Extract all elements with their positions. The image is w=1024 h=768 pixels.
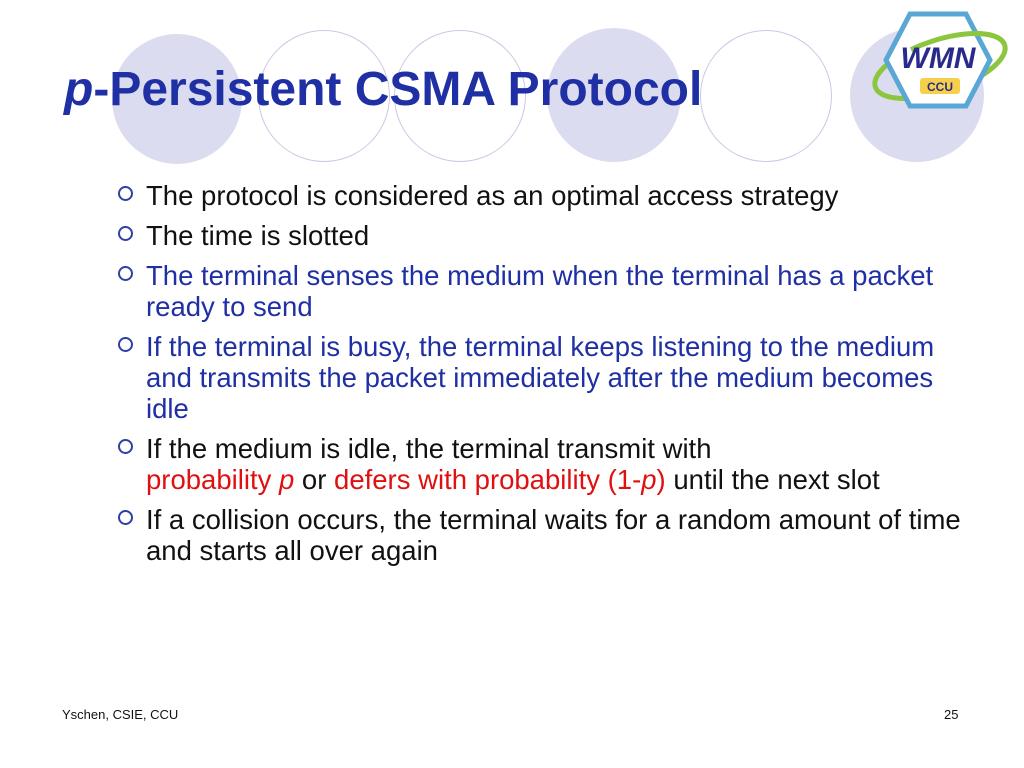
bullet-item (116, 433, 976, 495)
bullet-text: If the medium is idle, the terminal transmit with (146, 433, 712, 464)
wmn-logo (862, 8, 1012, 118)
bullet-text: If a collision occurs, the terminal waits for a random amount of time and starts all over again (146, 504, 961, 566)
bullet-circle-icon (118, 510, 133, 525)
bullet-item (116, 220, 976, 251)
bullet-item (116, 180, 976, 211)
title-text: -Persistent CSMA Protocol (93, 63, 703, 116)
defers-text: defers with probability (1- (334, 464, 642, 495)
p-variable: p (641, 464, 657, 495)
logo-main-text: WMN (900, 42, 976, 75)
decor-circle-5 (700, 30, 832, 162)
bullet-circle-icon (118, 186, 133, 201)
logo-sub-text: CCU (927, 80, 953, 94)
bullet-item (116, 504, 976, 566)
title-p-variable: p (64, 63, 94, 116)
bullet-item (116, 331, 976, 424)
close-paren: ) (656, 464, 666, 495)
footer-author: Yschen, CSIE, CCU (62, 707, 179, 722)
p-variable: p (279, 464, 295, 495)
bullet-text: The terminal senses the medium when the terminal has a packet ready to send (146, 260, 934, 322)
bullet-circle-icon (118, 266, 133, 281)
bullet-circle-icon (118, 439, 133, 454)
slide-title (64, 63, 703, 116)
bullet-text: The time is slotted (146, 220, 370, 251)
bullet-list (116, 180, 976, 575)
bullet-text: If the terminal is busy, the terminal keeps listening to the medium and transmits the packet immediately after the medium becomes idle (146, 331, 935, 424)
bullet-text-end: until the next slot (665, 464, 880, 495)
bullet-item (116, 260, 976, 322)
page-number: 25 (944, 707, 959, 722)
or-text: or (294, 464, 335, 495)
bullet-circle-icon (118, 226, 133, 241)
probability-text: probability (146, 464, 279, 495)
bullet-text: The protocol is considered as an optimal access strategy (146, 180, 839, 211)
bullet-circle-icon (118, 337, 133, 352)
